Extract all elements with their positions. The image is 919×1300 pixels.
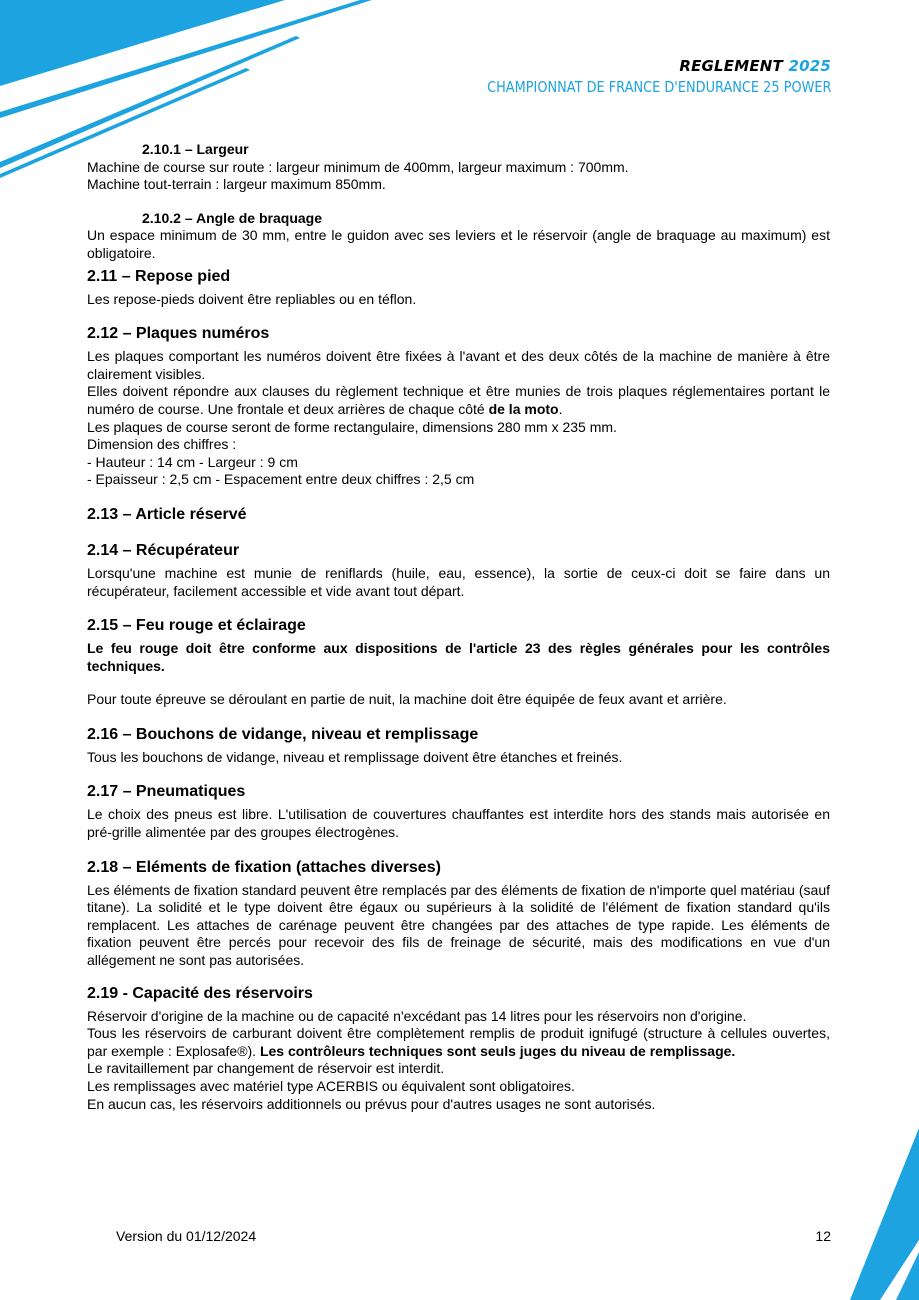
- heading-2-19: 2.19 - Capacité des réservoirs: [87, 984, 313, 1002]
- paragraph: - Epaisseur : 2,5 cm - Espacement entre deux chiffres : 2,5 cm: [87, 471, 475, 488]
- heading-2-13: 2.13 – Article réservé: [87, 505, 247, 523]
- paragraph: Pour toute épreuve se déroulant en partie de nuit, la machine doit être équipée de feux avant et arrière.: [87, 691, 727, 708]
- paragraph: - Hauteur : 14 cm - Largeur : 9 cm: [87, 453, 298, 470]
- footer-page-number: 12: [815, 1228, 831, 1244]
- heading-2-15: 2.15 – Feu rouge et éclairage: [87, 617, 306, 635]
- heading-2-10-2: 2.10.2 – Angle de braquage: [142, 209, 322, 226]
- heading-2-14: 2.14 – Récupérateur: [87, 541, 240, 559]
- paragraph: Les plaques de course seront de forme rectangulaire, dimensions 280 mm x 235 mm.: [87, 418, 617, 435]
- header-title-word: REGLEMENT: [679, 57, 783, 75]
- header-title: [431, 56, 832, 76]
- paragraph: [87, 1025, 830, 1060]
- paragraph: Machine tout-terrain : largeur maximum 850mm.: [87, 176, 386, 193]
- paragraph: Dimension des chiffres :: [87, 436, 237, 453]
- heading-2-12: 2.12 – Plaques numéros: [87, 325, 270, 343]
- paragraph: Le ravitaillement par changement de réservoir est interdit.: [87, 1060, 445, 1077]
- heading-2-11: 2.11 – Repose pied: [87, 267, 231, 285]
- text-run: Elles doivent répondre aux clauses du règlement technique et être munies de trois plaques réglementaires portant le numéro de course. Une frontale et deux arrières de chaque côté: [87, 383, 830, 417]
- heading-2-18: 2.18 – Eléments de fixation (attaches diverses): [87, 858, 441, 876]
- paragraph: Le choix des pneus est libre. L'utilisation de couvertures chauffantes est interdite hors des stands mais autorisée en pré-grille alimentée par des groupes électrogènes.: [87, 806, 830, 841]
- footer-version: Version du 01/12/2024: [116, 1228, 257, 1244]
- paragraph: Réservoir d'origine de la machine ou de capacité n'excédant pas 14 litres pour les réservoirs non d'origine.: [87, 1007, 747, 1024]
- heading-2-17: 2.17 – Pneumatiques: [87, 783, 246, 801]
- bold-text-run: Les contrôleurs techniques sont seuls juges du niveau de remplissage.: [259, 1042, 736, 1059]
- paragraph: Machine de course sur route : largeur minimum de 400mm, largeur maximum : 700mm.: [87, 158, 629, 175]
- header-title-year: 2025: [788, 57, 831, 75]
- heading-2-16: 2.16 – Bouchons de vidange, niveau et remplissage: [87, 725, 479, 743]
- page-header: [431, 56, 832, 98]
- paragraph: Les repose-pieds doivent être repliables ou en téflon.: [87, 290, 417, 307]
- document-body: [87, 141, 830, 1113]
- paragraph: Les éléments de fixation standard peuvent être remplacés par des éléments de fixation de n'importe quel matériau (sauf titane). La solidité et le type doivent être égaux ou supérieurs à la solidité de l'élément de fixation standard qu'ils remplacent. Les attaches de carénage peuvent être changées par des attaches de type rapide. Les éléments de fixation peuvent être percés pour recevoir des fils de freinage de sécurité, mais des modifications en vue d'un allégement ne sont pas autorisées.: [87, 881, 830, 969]
- heading-2-10-1: 2.10.1 – Largeur: [142, 141, 249, 157]
- text-run: Tous les réservoirs de carburant doivent être complètement remplis de produit ignifugé (structure à cellules ouvertes, par exemple : Explosafe®).: [87, 1025, 830, 1059]
- paragraph: [87, 383, 830, 418]
- bold-text-run: de la moto: [488, 400, 559, 417]
- bottom-right-decoration: [850, 1128, 919, 1300]
- text-run: .: [558, 400, 563, 417]
- paragraph: Les plaques comportant les numéros doivent être fixées à l'avant et des deux côtés de la machine de manière à être clairement visibles.: [87, 348, 830, 382]
- paragraph: En aucun cas, les réservoirs additionnels ou prévus pour d'autres usages ne sont autorisés.: [87, 1095, 656, 1112]
- paragraph: Lorsqu'une machine est munie de reniflards (huile, eau, essence), la sortie de ceux-ci doit se faire dans un récupérateur, facilement accessible et vide avant tout départ.: [87, 564, 830, 599]
- paragraph: Les remplissages avec matériel type ACERBIS ou équivalent sont obligatoires.: [87, 1078, 575, 1094]
- paragraph: Tous les bouchons de vidange, niveau et remplissage doivent être étanches et freinés.: [87, 748, 623, 765]
- paragraph-bold: Le feu rouge doit être conforme aux dispositions de l'article 23 des règles générales pour les contrôles techniques.: [87, 640, 830, 674]
- header-subtitle: CHAMPIONNAT DE FRANCE D'ENDURANCE 25 POWER: [486, 78, 831, 96]
- paragraph: Un espace minimum de 30 mm, entre le guidon avec ses leviers et le réservoir (angle de braquage au maximum) est obligatoire.: [87, 227, 830, 261]
